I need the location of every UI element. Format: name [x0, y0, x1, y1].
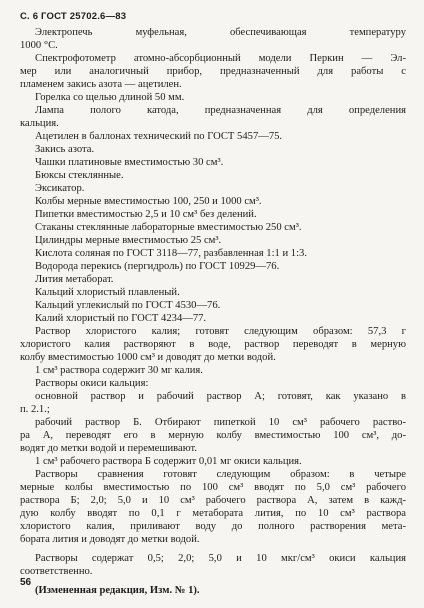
- text-line: 1000 °С.: [20, 40, 58, 51]
- text-line: Чашки платиновые вместимостью 30 см³.: [35, 157, 224, 168]
- document-body: [20, 26, 406, 597]
- text-line: водят до метки водой и перемешивают.: [20, 443, 197, 454]
- text-line: Раствор хлористого калия; готовят следующим образом: 57,3 г: [35, 326, 406, 337]
- text-line: Кальций углекислый по ГОСТ 4530—76.: [35, 300, 221, 311]
- text-line: п. 2.1.;: [20, 404, 50, 415]
- text-line: мер или аналогичный прибор, предназначенный для работы с: [20, 66, 406, 77]
- text-line: Кальций хлористый плавленый.: [35, 287, 180, 298]
- amendment-note: (Измененная редакция, Изм. № 1).: [35, 585, 200, 596]
- text-line: Электропечь муфельная, обеспечивающая температуру: [35, 27, 406, 38]
- text-line: 1 см³ раствора содержит 30 мг калия.: [35, 365, 203, 376]
- text-line: Пипетки вместимостью 2,5 и 10 см³ без делений.: [35, 209, 257, 220]
- text-line: рабочий раствор Б. Отбирают пипеткой 10 см³ рабочего раство-: [35, 417, 406, 428]
- text-line: Колбы мерные вместимостью 100, 250 и 1000 см³.: [35, 196, 262, 207]
- text-line: мерные колбы вместимостью по 100 см³ вводят по 5,0 см³ рабочего: [20, 482, 406, 493]
- text-line: хлористого калия растворяют в воде, раствор переводят в мерную: [20, 339, 406, 350]
- text-line: бората лития и доводят до метки водой.: [20, 534, 200, 545]
- text-line: Лития метаборат.: [35, 274, 114, 285]
- text-line: колбу вместимостью 1000 см³ и доводят до метки водой.: [20, 352, 276, 363]
- text-line: дую колбу вводят по 0,1 г метабората лития, по 10 см³ раствора: [20, 508, 406, 519]
- text-line: Закись азота.: [35, 144, 95, 155]
- text-line: Растворы сравнения готовят следующим образом: в четыре: [35, 469, 406, 480]
- page-number: 56: [20, 577, 32, 588]
- text-line: Ацетилен в баллонах технический по ГОСТ 5457—75.: [35, 131, 283, 142]
- text-line: Калий хлористый по ГОСТ 4234—77.: [35, 313, 207, 324]
- text-line: кальция.: [20, 118, 59, 129]
- text-line: Кислота соляная по ГОСТ 3118—77, разбавленная 1:1 и 1:3.: [35, 248, 307, 259]
- text-line: Горелка со щелью длиной 50 мм.: [35, 92, 185, 103]
- text-line: Растворы окиси кальция:: [35, 378, 149, 389]
- text-line: Бюксы стеклянные.: [35, 170, 124, 181]
- text-line: раствора Б; 2,0; 5,0 и 10 см³ рабочего раствора А, затем в кажд-: [20, 495, 406, 506]
- text-line: Спектрофотометр атомно-абсорбционный модели Перкин — Эл-: [35, 53, 406, 64]
- text-line: Лампа полого катода, предназначенная для определения: [35, 105, 406, 116]
- text-line: ра А, переводят его в мерную колбу вместимостью 100 см³, до-: [20, 430, 406, 441]
- text-line: Эксикатор.: [35, 183, 85, 194]
- text-line: Водорода перекись (пергидроль) по ГОСТ 10929—76.: [35, 261, 280, 272]
- page-header: С. 6 ГОСТ 25702.6—83: [20, 11, 127, 22]
- text-line: 1 см³ рабочего раствора Б содержит 0,01 мг окиси кальция.: [35, 456, 302, 467]
- text-line: соответственно.: [20, 566, 93, 577]
- text-line: Цилиндры мерные вместимостью 25 см³.: [35, 235, 222, 246]
- text-line: основной раствор и рабочий раствор А; готовят, как указано в: [35, 391, 406, 402]
- text-line: пламенем закись азота — ацетилен.: [20, 79, 182, 90]
- text-line: Растворы содержат 0,5; 2,0; 5,0 и 10 мкг/см³ окиси кальция: [35, 553, 406, 564]
- text-line: Стаканы стеклянные лабораторные вместимостью 250 см³.: [35, 222, 302, 233]
- text-line: хлористого калия, приливают воду до полного растворения мета-: [20, 521, 406, 532]
